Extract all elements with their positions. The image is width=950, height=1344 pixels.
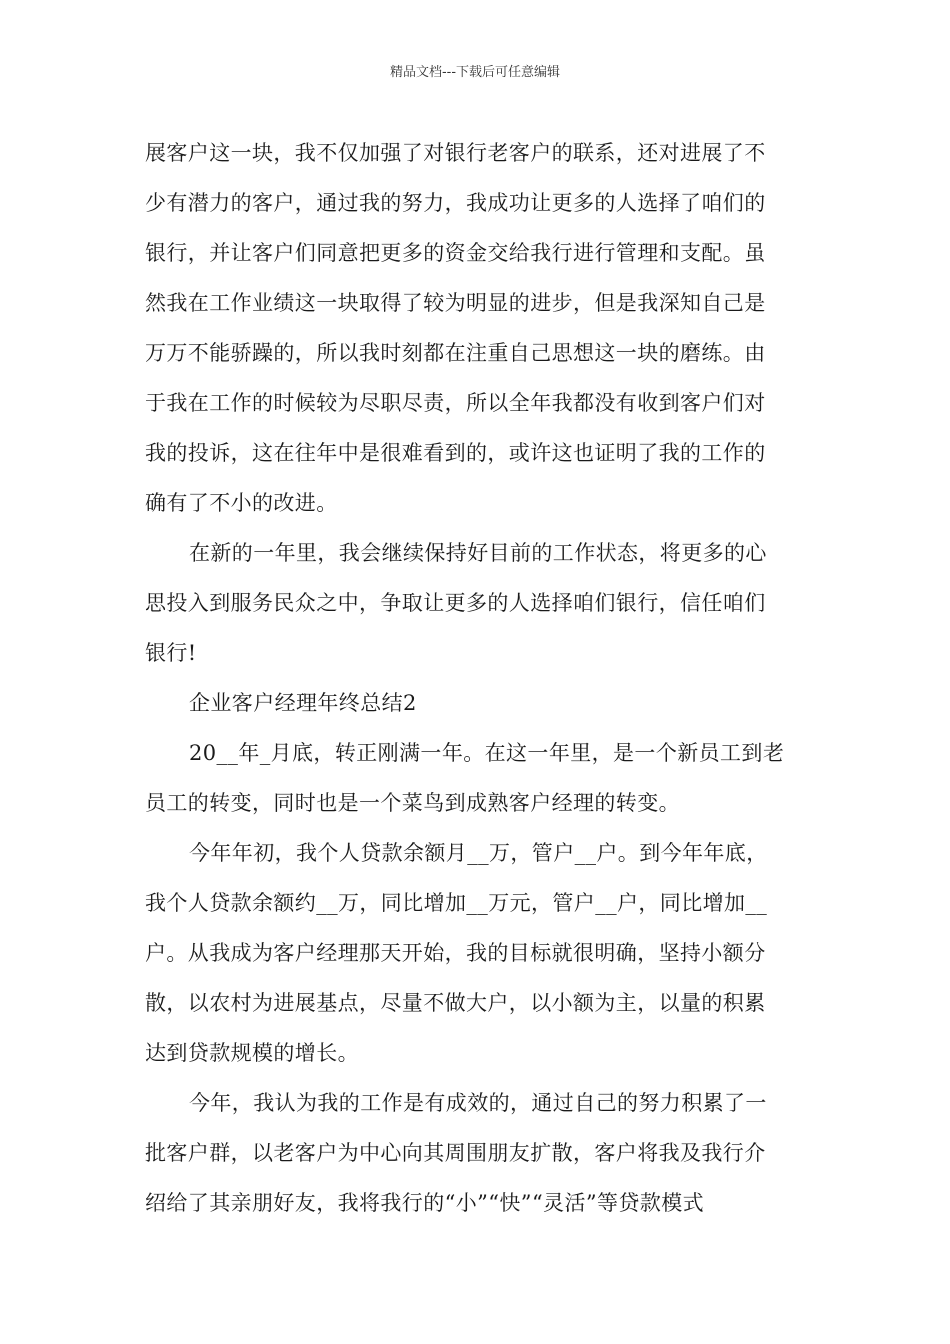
body-line: 绍给了其亲朋好友，我将我行的“小”“快”“灵活”等贷款模式 <box>145 1191 705 1215</box>
body-line: 户。从我成为客户经理那天开始，我的目标就很明确，坚持小额分 <box>145 941 766 965</box>
body-line: 思投入到服务民众之中，争取让更多的人选择咱们银行，信任咱们 <box>145 591 766 615</box>
body-line: 于我在工作的时候较为尽职尽责，所以全年我都没有收到客户们对 <box>145 391 766 415</box>
body-line: 我个人贷款余额约__万，同比增加__万元，管户__户，同比增加__ <box>145 891 768 915</box>
page-header: 精品文档---下载后可任意编辑 <box>389 65 561 80</box>
body-line: 散，以农村为进展基点，尽量不做大户，以小额为主，以量的积累 <box>145 991 766 1015</box>
document-body <box>145 128 807 1228</box>
body-line: 少有潜力的客户，通过我的努力，我成功让更多的人选择了咱们的 <box>145 191 766 215</box>
body-line: 今年，我认为我的工作是有成效的，通过自己的努力积累了一 <box>189 1091 767 1115</box>
body-line: 批客户群，以老客户为中心向其周围朋友扩散，客户将我及我行介 <box>145 1141 766 1165</box>
body-line: 银行，并让客户们同意把更多的资金交给我行进行管理和支配。虽 <box>145 241 766 265</box>
body-line: 银行! <box>145 641 197 665</box>
body-line: 员工的转变，同时也是一个菜鸟到成熟客户经理的转变。 <box>145 791 680 815</box>
body-line: 20__年_月底，转正刚满一年。在这一年里，是一个新员工到老 <box>189 741 785 765</box>
body-line: 展客户这一块，我不仅加强了对银行老客户的联系，还对进展了不 <box>145 141 766 165</box>
body-line: 我的投诉，这在往年中是很难看到的，或许这也证明了我的工作的 <box>145 441 766 465</box>
section-heading: 企业客户经理年终总结2 <box>189 691 417 715</box>
body-line: 在新的一年里，我会继续保持好目前的工作状态，将更多的心 <box>189 541 767 565</box>
body-line: 达到贷款规模的增长。 <box>145 1041 359 1065</box>
body-line: 然我在工作业绩这一块取得了较为明显的进步，但是我深知自己是 <box>145 291 766 315</box>
body-line: 万万不能骄躁的，所以我时刻都在注重自己思想这一块的磨练。由 <box>145 341 766 365</box>
body-line: 确有了不小的改进。 <box>145 491 338 515</box>
body-line: 今年年初，我个人贷款余额月__万，管户__户。到今年年底， <box>189 841 768 865</box>
